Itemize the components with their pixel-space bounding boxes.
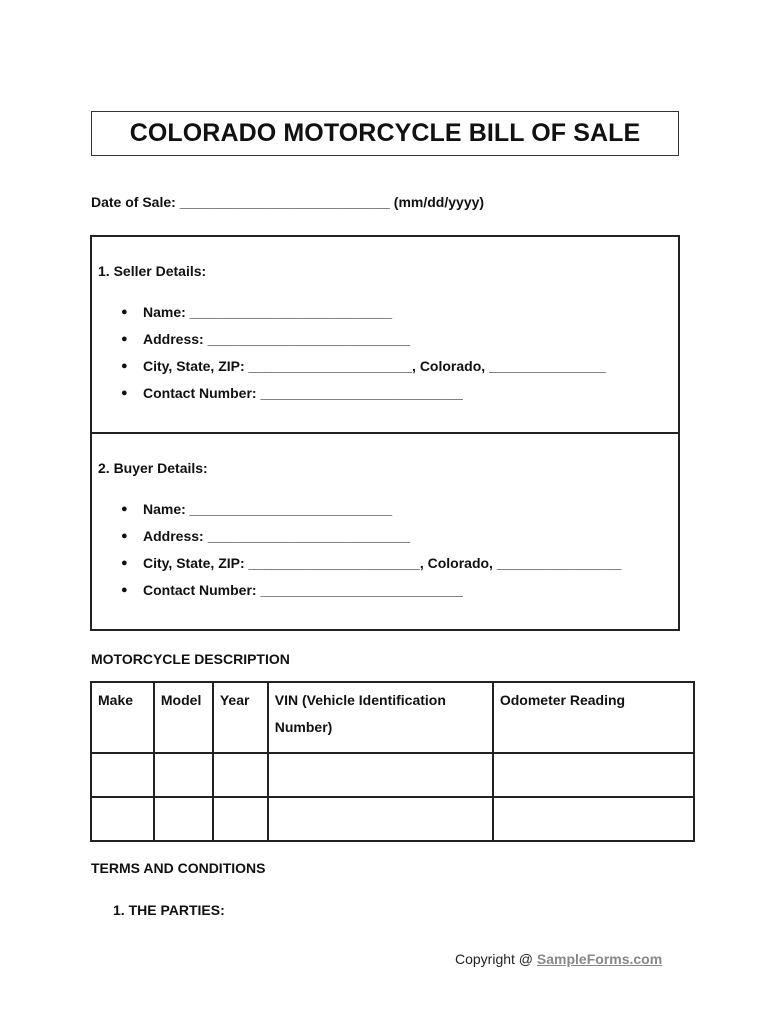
seller-contact-field: ● Contact Number: __________________________	[92, 384, 606, 411]
table-row	[91, 753, 694, 797]
table-cell[interactable]	[154, 753, 213, 797]
seller-fields-list	[92, 303, 606, 411]
seller-heading: 1. Seller Details:	[98, 263, 207, 279]
table-cell[interactable]	[493, 753, 694, 797]
footer	[455, 951, 662, 967]
title-box	[91, 111, 679, 156]
seller-name-field: ● Name: __________________________	[92, 303, 606, 330]
buyer-name-field: ● Name: __________________________	[92, 500, 621, 527]
table-row	[91, 797, 694, 841]
copyright-text: Copyright @	[455, 951, 537, 967]
buyer-details-box	[90, 432, 680, 631]
buyer-address-field: ● Address: __________________________	[92, 527, 621, 554]
column-header-year: Year	[213, 682, 268, 753]
table-cell[interactable]	[154, 797, 213, 841]
table-cell[interactable]	[493, 797, 694, 841]
brand-link[interactable]: SampleForms.com	[536, 951, 663, 967]
buyer-fields-list	[92, 500, 621, 608]
motorcycle-description-table	[90, 681, 695, 842]
terms-heading: TERMS AND CONDITIONS	[91, 860, 266, 876]
buyer-city-state-zip-field: ● City, State, ZIP: ______________________, Colorado, ________________	[92, 554, 621, 581]
seller-details-box	[90, 235, 680, 434]
buyer-heading: 2. Buyer Details:	[98, 460, 208, 476]
motorcycle-description-heading: MOTORCYCLE DESCRIPTION	[91, 651, 290, 667]
document-title: COLORADO MOTORCYCLE BILL OF SALE	[129, 119, 641, 147]
buyer-contact-field: ● Contact Number: __________________________	[92, 581, 621, 608]
column-header-vin: VIN (Vehicle Identification Number)	[268, 682, 493, 753]
column-header-model: Model	[154, 682, 213, 753]
column-header-make: Make	[91, 682, 154, 753]
table-header-row	[91, 682, 694, 753]
table-cell[interactable]	[213, 753, 268, 797]
table-cell[interactable]	[91, 753, 154, 797]
table-cell[interactable]	[268, 797, 493, 841]
seller-address-field: ● Address: __________________________	[92, 330, 606, 357]
table-cell[interactable]	[268, 753, 493, 797]
date-of-sale-field: Date of Sale: ___________________________ (mm/dd/yyyy)	[91, 194, 485, 210]
terms-item-parties: 1. THE PARTIES:	[113, 902, 225, 918]
seller-city-state-zip-field: ● City, State, ZIP: _____________________, Colorado, _______________	[92, 357, 606, 384]
column-header-odometer: Odometer Reading	[493, 682, 694, 753]
table-cell[interactable]	[213, 797, 268, 841]
table-cell[interactable]	[91, 797, 154, 841]
